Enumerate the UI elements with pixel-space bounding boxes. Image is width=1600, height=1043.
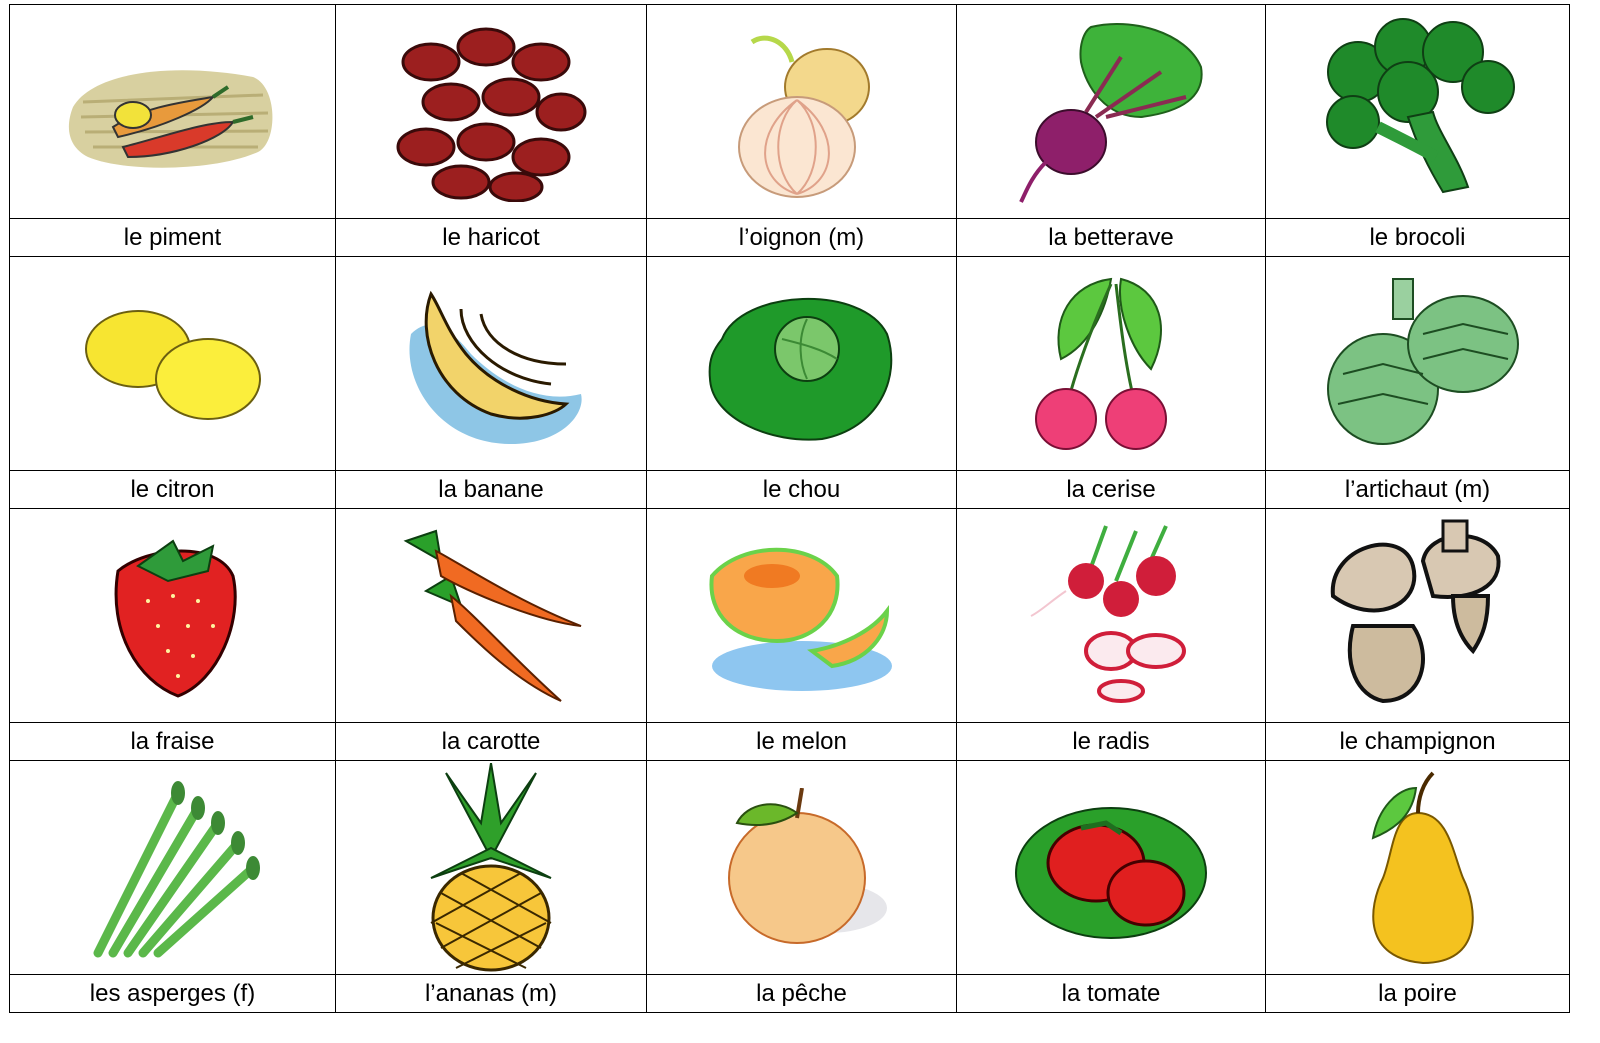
image-cell [336,257,647,471]
beetroot-icon [1011,17,1211,207]
pineapple-icon [416,763,566,973]
vocab-label: la carotte [336,723,647,761]
image-cell [957,5,1266,219]
vocab-label: la pêche [647,975,957,1013]
vocab-label: l’ananas (m) [336,975,647,1013]
tomato-icon [1011,793,1211,943]
image-cell [10,509,336,723]
image-cell [647,509,957,723]
vocab-label: le chou [647,471,957,509]
label-row [10,219,1570,257]
vocab-label: le piment [10,219,336,257]
image-cell [957,509,1266,723]
vocab-label: le citron [10,471,336,509]
kidney-beans-icon [391,22,591,202]
melon-icon [702,536,902,696]
vocab-label: le brocoli [1266,219,1570,257]
radish-icon [1026,521,1196,711]
vocab-label: le melon [647,723,957,761]
vocab-label: la tomate [957,975,1266,1013]
lemon-icon [73,299,273,429]
mushroom-icon [1313,516,1523,716]
label-row [10,471,1570,509]
vocab-label: le radis [957,723,1266,761]
image-cell [1266,5,1570,219]
asparagus-icon [83,773,263,963]
label-row [10,975,1570,1013]
image-row [10,5,1570,219]
vocabulary-grid [9,4,1570,1013]
cherry-icon [1021,269,1201,459]
image-cell [1266,509,1570,723]
onion-icon [712,22,892,202]
image-cell [647,5,957,219]
vocab-label: le haricot [336,219,647,257]
vocab-label: les asperges (f) [10,975,336,1013]
vocab-label: la banane [336,471,647,509]
vocab-label: l’oignon (m) [647,219,957,257]
chili-pepper-icon [63,47,283,177]
broccoli-icon [1318,17,1518,207]
strawberry-icon [98,531,248,701]
image-cell [647,257,957,471]
carrot-icon [396,521,586,711]
image-row [10,257,1570,471]
image-cell [336,761,647,975]
image-cell [10,257,336,471]
vocab-label: la fraise [10,723,336,761]
vocab-label: la cerise [957,471,1266,509]
banana-icon [391,274,591,454]
artichoke-icon [1313,274,1523,454]
image-cell [10,5,336,219]
image-row [10,509,1570,723]
cabbage-icon [702,279,902,449]
image-cell [957,257,1266,471]
vocab-label: le champignon [1266,723,1570,761]
peach-icon [707,788,897,948]
vocab-label: l’artichaut (m) [1266,471,1570,509]
vocab-label: la poire [1266,975,1570,1013]
label-row [10,723,1570,761]
image-cell [1266,257,1570,471]
image-cell [957,761,1266,975]
image-cell [10,761,336,975]
image-cell [336,509,647,723]
image-cell [336,5,647,219]
image-cell [1266,761,1570,975]
vocab-label: la betterave [957,219,1266,257]
pear-icon [1338,768,1498,968]
image-row [10,761,1570,975]
image-cell [647,761,957,975]
